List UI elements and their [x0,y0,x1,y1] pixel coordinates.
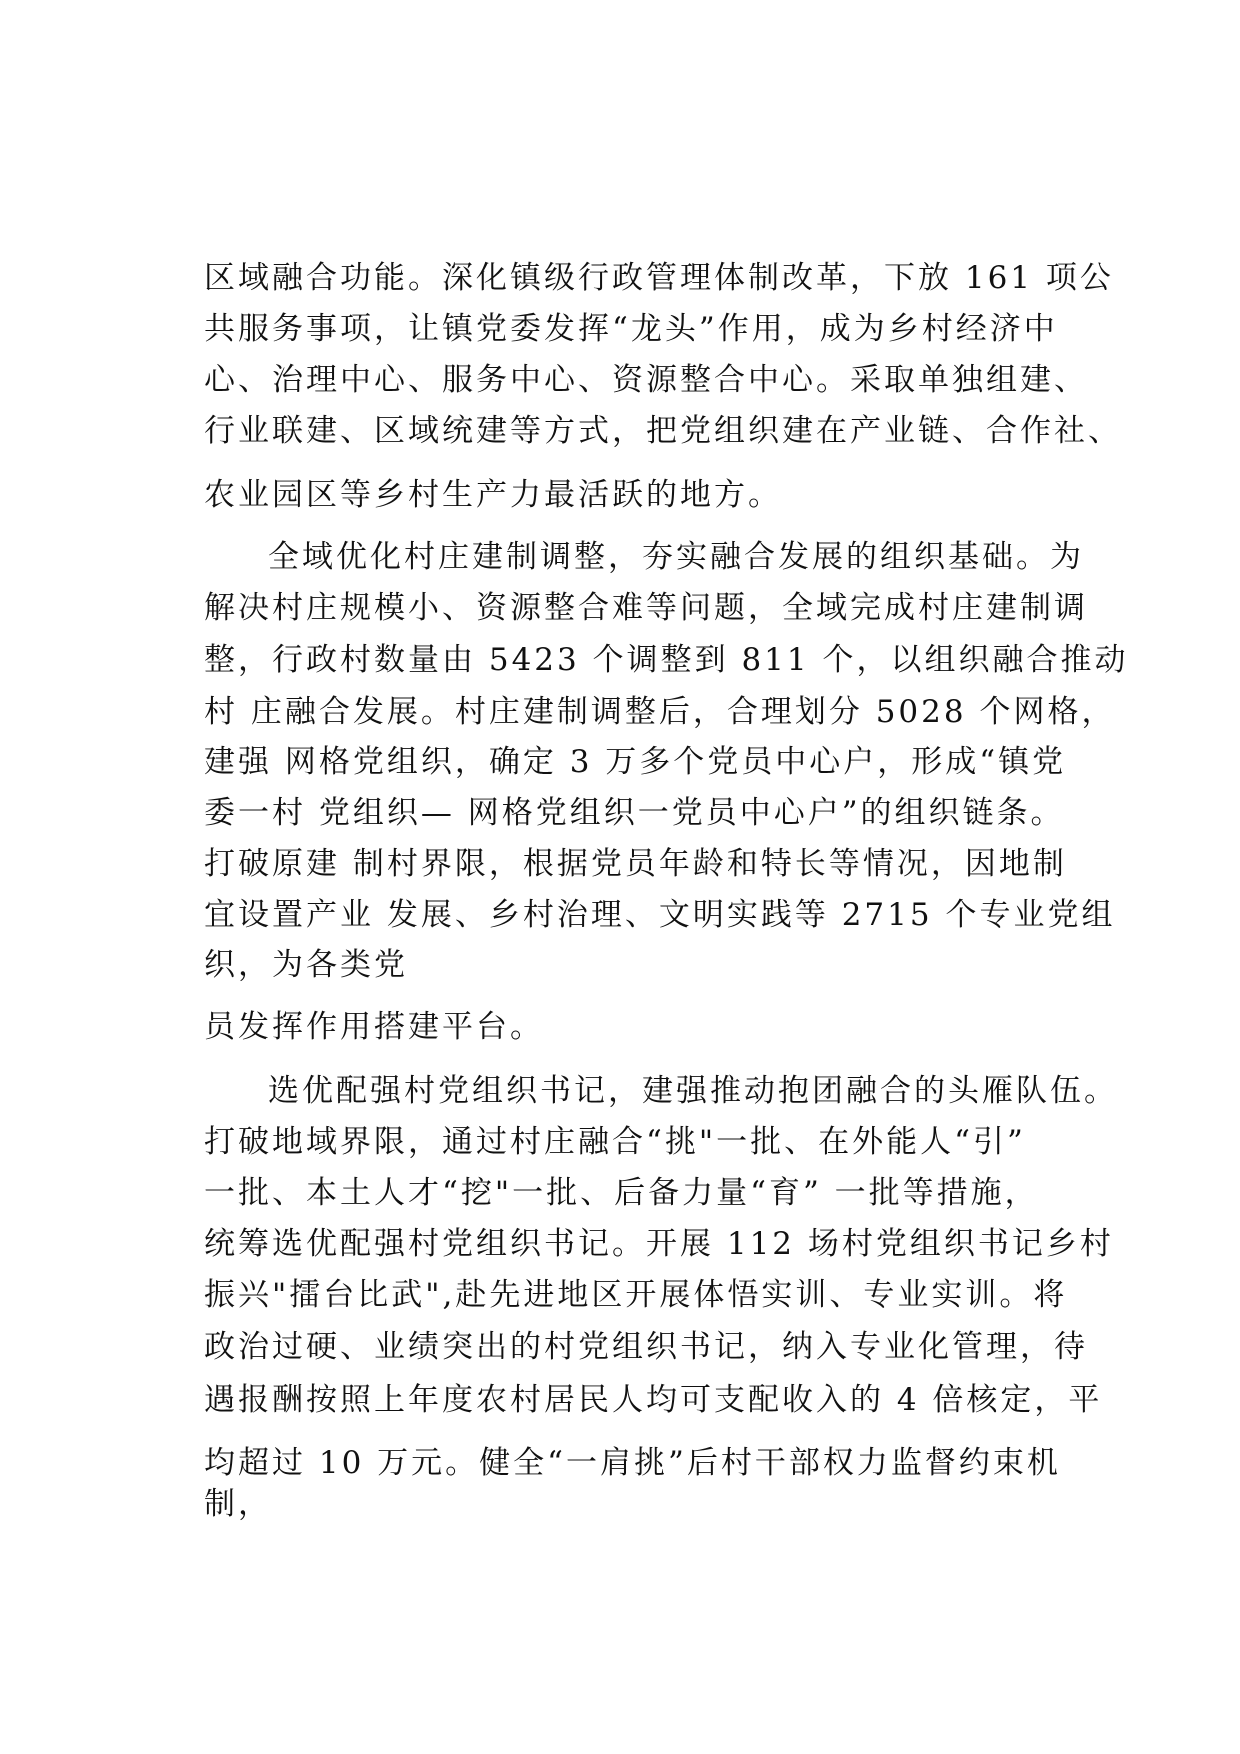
paragraph-2-line-3: 整，行政村数量由 5423 个调整到 811 个，以组织融合推动 [204,642,1129,678]
paragraph-2-line-7: 打破原建 制村界限，根据党员年龄和特长等情况，因地制 [204,846,1067,882]
paragraph-1-line-1: 区域融合功能。深化镇级行政管理体制改革，下放 161 项公 [204,260,1114,296]
paragraph-1-line-3: 心、治理中心、服务中心、资源整合中心。采取单独组建、 [204,362,1088,398]
paragraph-2-line-4: 村 庄融合发展。村庄建制调整后，合理划分 5028 个网格， [204,694,1116,730]
paragraph-1-line-5: 农业园区等乡村生产力最活跃的地方。 [204,477,782,513]
paragraph-2-line-2: 解决村庄规模小、资源整合难等问题，全域完成村庄建制调 [204,590,1088,626]
paragraph-3-line-5: 振兴"擂台比武",赴先进地区开展体悟实训、专业实训。将 [204,1277,1068,1313]
paragraph-3-line-2: 打破地域界限，通过村庄融合“挑"一批、在外能人“引” [204,1124,1026,1160]
paragraph-2-line-1: 全域优化村庄建制调整，夯实融合发展的组织基础。为 [268,539,1084,575]
paragraph-3-line-4: 统筹选优配强村党组织书记。开展 112 场村党组织书记乡村 [204,1226,1114,1262]
paragraph-2-line-8: 宜设置产业 发展、乡村治理、文明实践等 2715 个专业党组 [204,897,1116,933]
paragraph-3-line-9: 制， [204,1486,272,1522]
paragraph-3-line-6: 政治过硬、业绩突出的村党组织书记，纳入专业化管理，待 [204,1329,1088,1365]
paragraph-2-line-9: 织，为各类党 [204,947,408,983]
paragraph-1-line-4: 行业联建、区域统建等方式，把党组织建在产业链、合作社、 [204,413,1122,449]
paragraph-2-line-5: 建强 网格党组织，确定 3 万多个党员中心户，形成“镇党 [204,744,1067,780]
paragraph-3-line-1: 选优配强村党组织书记，建强推动抱团融合的头雁队伍。 [268,1073,1118,1109]
paragraph-2-line-6: 委一村 党组织— 网格党组织一党员中心户”的组织链条。 [204,795,1065,831]
paragraph-3-line-3: 一批、本土人才“挖"一批、后备力量“育” 一批等措施， [204,1175,1039,1211]
paragraph-1-line-2: 共服务事项，让镇党委发挥“龙头”作用，成为乡村经济中 [204,311,1058,347]
paragraph-3-line-7: 遇报酬按照上年度农村居民人均可支配收入的 4 倍核定，平 [204,1382,1103,1418]
paragraph-3-line-8: 均超过 10 万元。健全“一肩挑”后村干部权力监督约束机 [204,1445,1061,1481]
paragraph-2-line-10: 员发挥作用搭建平台。 [204,1009,544,1045]
